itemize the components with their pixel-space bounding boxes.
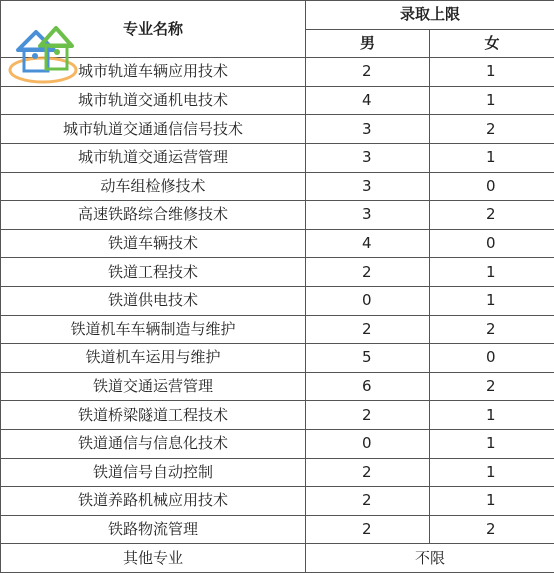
table-row [1,229,554,258]
female-limit-cell: 1 [430,458,554,487]
female-limit-cell: 2 [430,201,554,230]
female-limit-cell: 1 [430,286,554,315]
table-row [1,487,554,516]
table-row [1,201,554,230]
table-row [1,401,554,430]
female-limit-cell: 0 [430,172,554,201]
male-limit-cell: 4 [306,86,430,115]
major-cell: 高速铁路综合维修技术 [1,201,306,230]
table-row [1,429,554,458]
male-limit-cell: 5 [306,344,430,373]
male-limit-cell: 2 [306,515,430,544]
table-row [1,458,554,487]
other-major-cell: 其他专业 [1,544,306,573]
female-limit-cell: 0 [430,229,554,258]
female-limit-cell: 0 [430,344,554,373]
major-cell: 铁道机车车辆制造与维护 [1,315,306,344]
female-limit-cell: 2 [430,315,554,344]
female-limit-cell: 2 [430,115,554,144]
major-cell: 铁道通信与信息化技术 [1,429,306,458]
male-limit-cell: 2 [306,315,430,344]
table-row-other [1,544,554,573]
table-row [1,143,554,172]
other-limit-cell: 不限 [306,544,554,573]
female-limit-cell: 1 [430,58,554,87]
female-limit-cell: 1 [430,86,554,115]
female-limit-cell: 1 [430,401,554,430]
female-header: 女 [430,29,554,58]
major-cell: 铁道信号自动控制 [1,458,306,487]
male-limit-cell: 3 [306,172,430,201]
major-cell: 铁道养路机械应用技术 [1,487,306,516]
male-limit-cell: 2 [306,401,430,430]
male-limit-cell: 3 [306,115,430,144]
male-limit-cell: 3 [306,143,430,172]
major-cell: 铁道交通运营管理 [1,372,306,401]
male-limit-cell: 6 [306,372,430,401]
major-cell: 铁道供电技术 [1,286,306,315]
male-limit-cell: 0 [306,286,430,315]
major-cell: 城市轨道交通运营管理 [1,143,306,172]
male-limit-cell: 2 [306,487,430,516]
major-cell: 动车组检修技术 [1,172,306,201]
major-cell: 城市轨道车辆应用技术 [1,58,306,87]
female-limit-cell: 1 [430,487,554,516]
table-row [1,115,554,144]
table-row [1,86,554,115]
major-cell: 城市轨道交通通信信号技术 [1,115,306,144]
female-limit-cell: 1 [430,258,554,287]
table-row [1,315,554,344]
male-limit-cell: 2 [306,58,430,87]
table-body [1,58,554,544]
table-row [1,286,554,315]
female-limit-cell: 2 [430,372,554,401]
female-limit-cell: 1 [430,143,554,172]
male-limit-cell: 2 [306,258,430,287]
male-limit-cell: 0 [306,429,430,458]
major-header: 专业名称 [1,1,306,58]
table-row [1,172,554,201]
female-limit-cell: 1 [430,429,554,458]
major-cell: 铁道车辆技术 [1,229,306,258]
major-cell: 铁道桥梁隧道工程技术 [1,401,306,430]
male-limit-cell: 4 [306,229,430,258]
major-cell: 铁道机车运用与维护 [1,344,306,373]
major-cell: 铁道工程技术 [1,258,306,287]
major-cell: 铁路物流管理 [1,515,306,544]
table-row [1,344,554,373]
table-row [1,58,554,87]
table-row [1,515,554,544]
major-cell: 城市轨道交通机电技术 [1,86,306,115]
female-limit-cell: 2 [430,515,554,544]
table-row [1,372,554,401]
male-limit-cell: 2 [306,458,430,487]
table-row [1,258,554,287]
male-limit-cell: 3 [306,201,430,230]
male-header: 男 [306,29,430,58]
limit-header: 录取上限 [306,1,554,30]
